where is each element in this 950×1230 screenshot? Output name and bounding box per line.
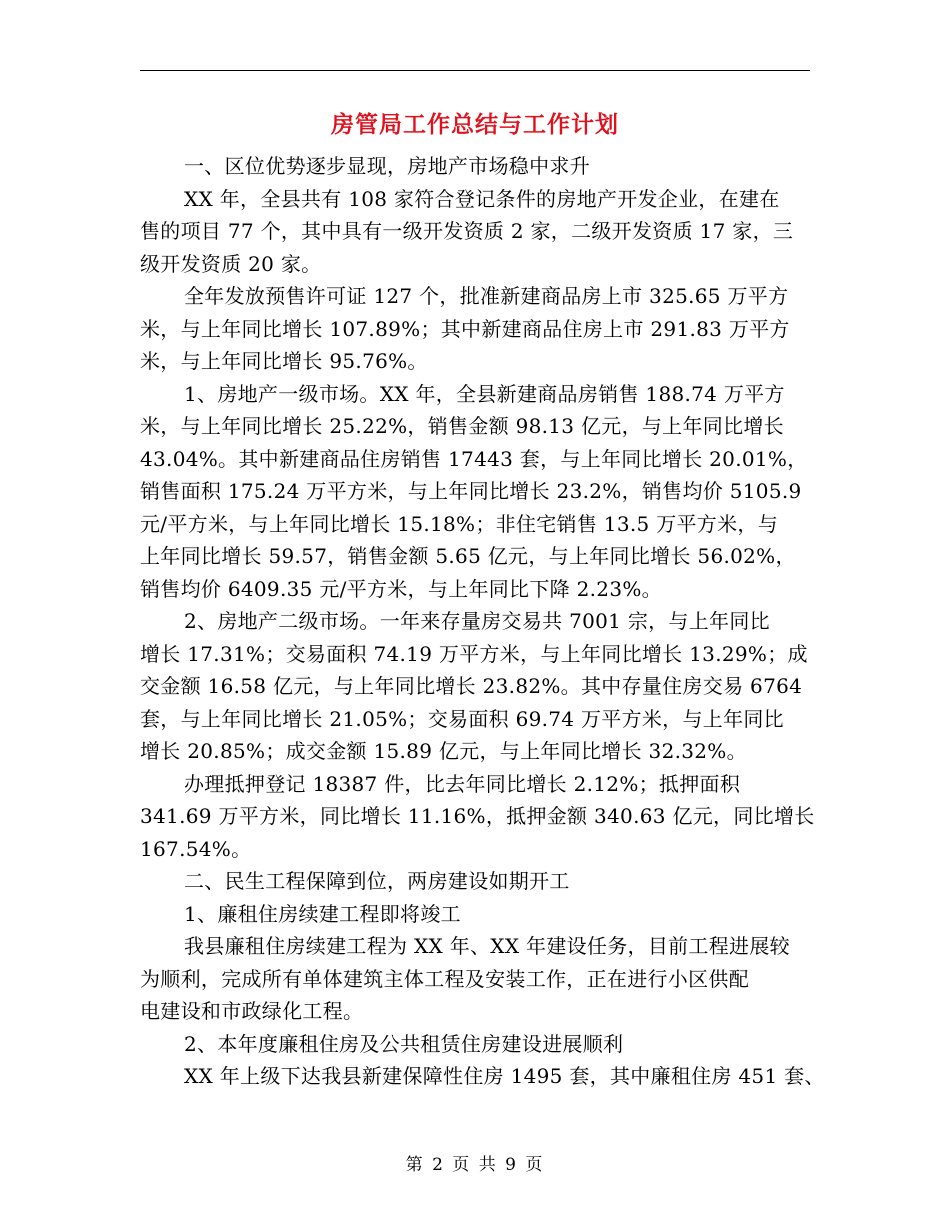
- body-text-line: 米，与上年同比增长 95.76%。: [140, 349, 428, 373]
- body-text-line: XX 年上级下达我县新建保障性住房 1495 套，其中廉租住房 451 套、: [184, 1064, 825, 1088]
- body-text-line: 我县廉租住房续建工程为 XX 年、XX 年建设任务，目前工程进展较: [184, 934, 790, 958]
- body-text-line: 套，与上年同比增长 21.05%；交易面积 69.74 万平方米，与上年同比: [140, 706, 784, 731]
- body-text-line: 全年发放预售许可证 127 个，批准新建商品房上市 325.65 万平方: [184, 284, 789, 308]
- body-text-line: 上年同比增长 59.57，销售金额 5.65 亿元，与上年同比增长 56.02%，: [140, 544, 796, 568]
- body-text-line: 元/平方米，与上年同比增长 15.18%；非住宅销售 13.5 万平方米，与: [140, 511, 779, 536]
- body-text-line: 一、区位优势逐步显现，房地产市场稳中求升: [184, 154, 590, 178]
- body-text-line: 米，与上年同比增长 107.89%；其中新建商品住房上市 291.83 万平方: [140, 316, 790, 341]
- body-text-line: 为顺利，完成所有单体建筑主体工程及安装工作，正在进行小区供配: [140, 966, 749, 991]
- body-text-line: 增长 20.85%；成交金额 15.89 亿元，与上年同比增长 32.32%。: [140, 739, 747, 763]
- body-text-line: 43.04%。其中新建商品住房销售 17443 套，与上年同比增长 20.01%，: [140, 446, 808, 471]
- body-text-line: 341.69 万平方米，同比增长 11.16%，抵押金额 340.63 亿元，同比增长: [140, 804, 815, 828]
- document-title: 房管局工作总结与工作计划: [331, 111, 619, 138]
- body-text-line: 电建设和市政绿化工程。: [140, 999, 364, 1023]
- body-text-line: 二、民生工程保障到位，两房建设如期开工: [184, 869, 570, 893]
- body-text-line: 售的项目 77 个，其中具有一级开发资质 2 家，二级开发资质 17 家，三: [140, 219, 794, 243]
- body-text-line: 1、廉租住房续建工程即将竣工: [184, 901, 461, 926]
- body-text-line: 2、本年度廉租住房及公共租赁住房建设进展顺利: [184, 1031, 624, 1056]
- page-number: 第 2 页 共 9 页: [405, 1155, 545, 1175]
- body-text-line: XX 年，全县共有 108 家符合登记条件的房地产开发企业，在建在: [184, 186, 780, 211]
- body-text-line: 交金额 16.58 亿元，与上年同比增长 23.82%。其中存量住房交易 6764: [140, 674, 803, 698]
- document-body: [140, 150, 825, 1093]
- body-text-line: 增长 17.31%；交易面积 74.19 万平方米，与上年同比增长 13.29%；成: [140, 641, 808, 666]
- body-text-line: 2、房地产二级市场。一年来存量房交易共 7001 宗，与上年同比: [184, 609, 770, 633]
- body-text-line: 167.54%。: [140, 836, 252, 861]
- body-text-line: 销售面积 175.24 万平方米，与上年同比增长 23.2%，销售均价 5105.9: [140, 479, 802, 503]
- header-rule: [140, 70, 810, 71]
- body-text-line: 1、房地产一级市场。XX 年，全县新建商品房销售 188.74 万平方: [184, 381, 785, 406]
- body-text-line: 销售均价 6409.35 元/平方米，与上年同比下降 2.23%。: [140, 576, 662, 601]
- body-text-line: 办理抵押登记 18387 件，比去年同比增长 2.12%；抵押面积: [184, 771, 741, 796]
- body-text-line: 级开发资质 20 家。: [140, 251, 322, 276]
- body-text-line: 米，与上年同比增长 25.22%，销售金额 98.13 亿元，与上年同比增长: [140, 414, 784, 438]
